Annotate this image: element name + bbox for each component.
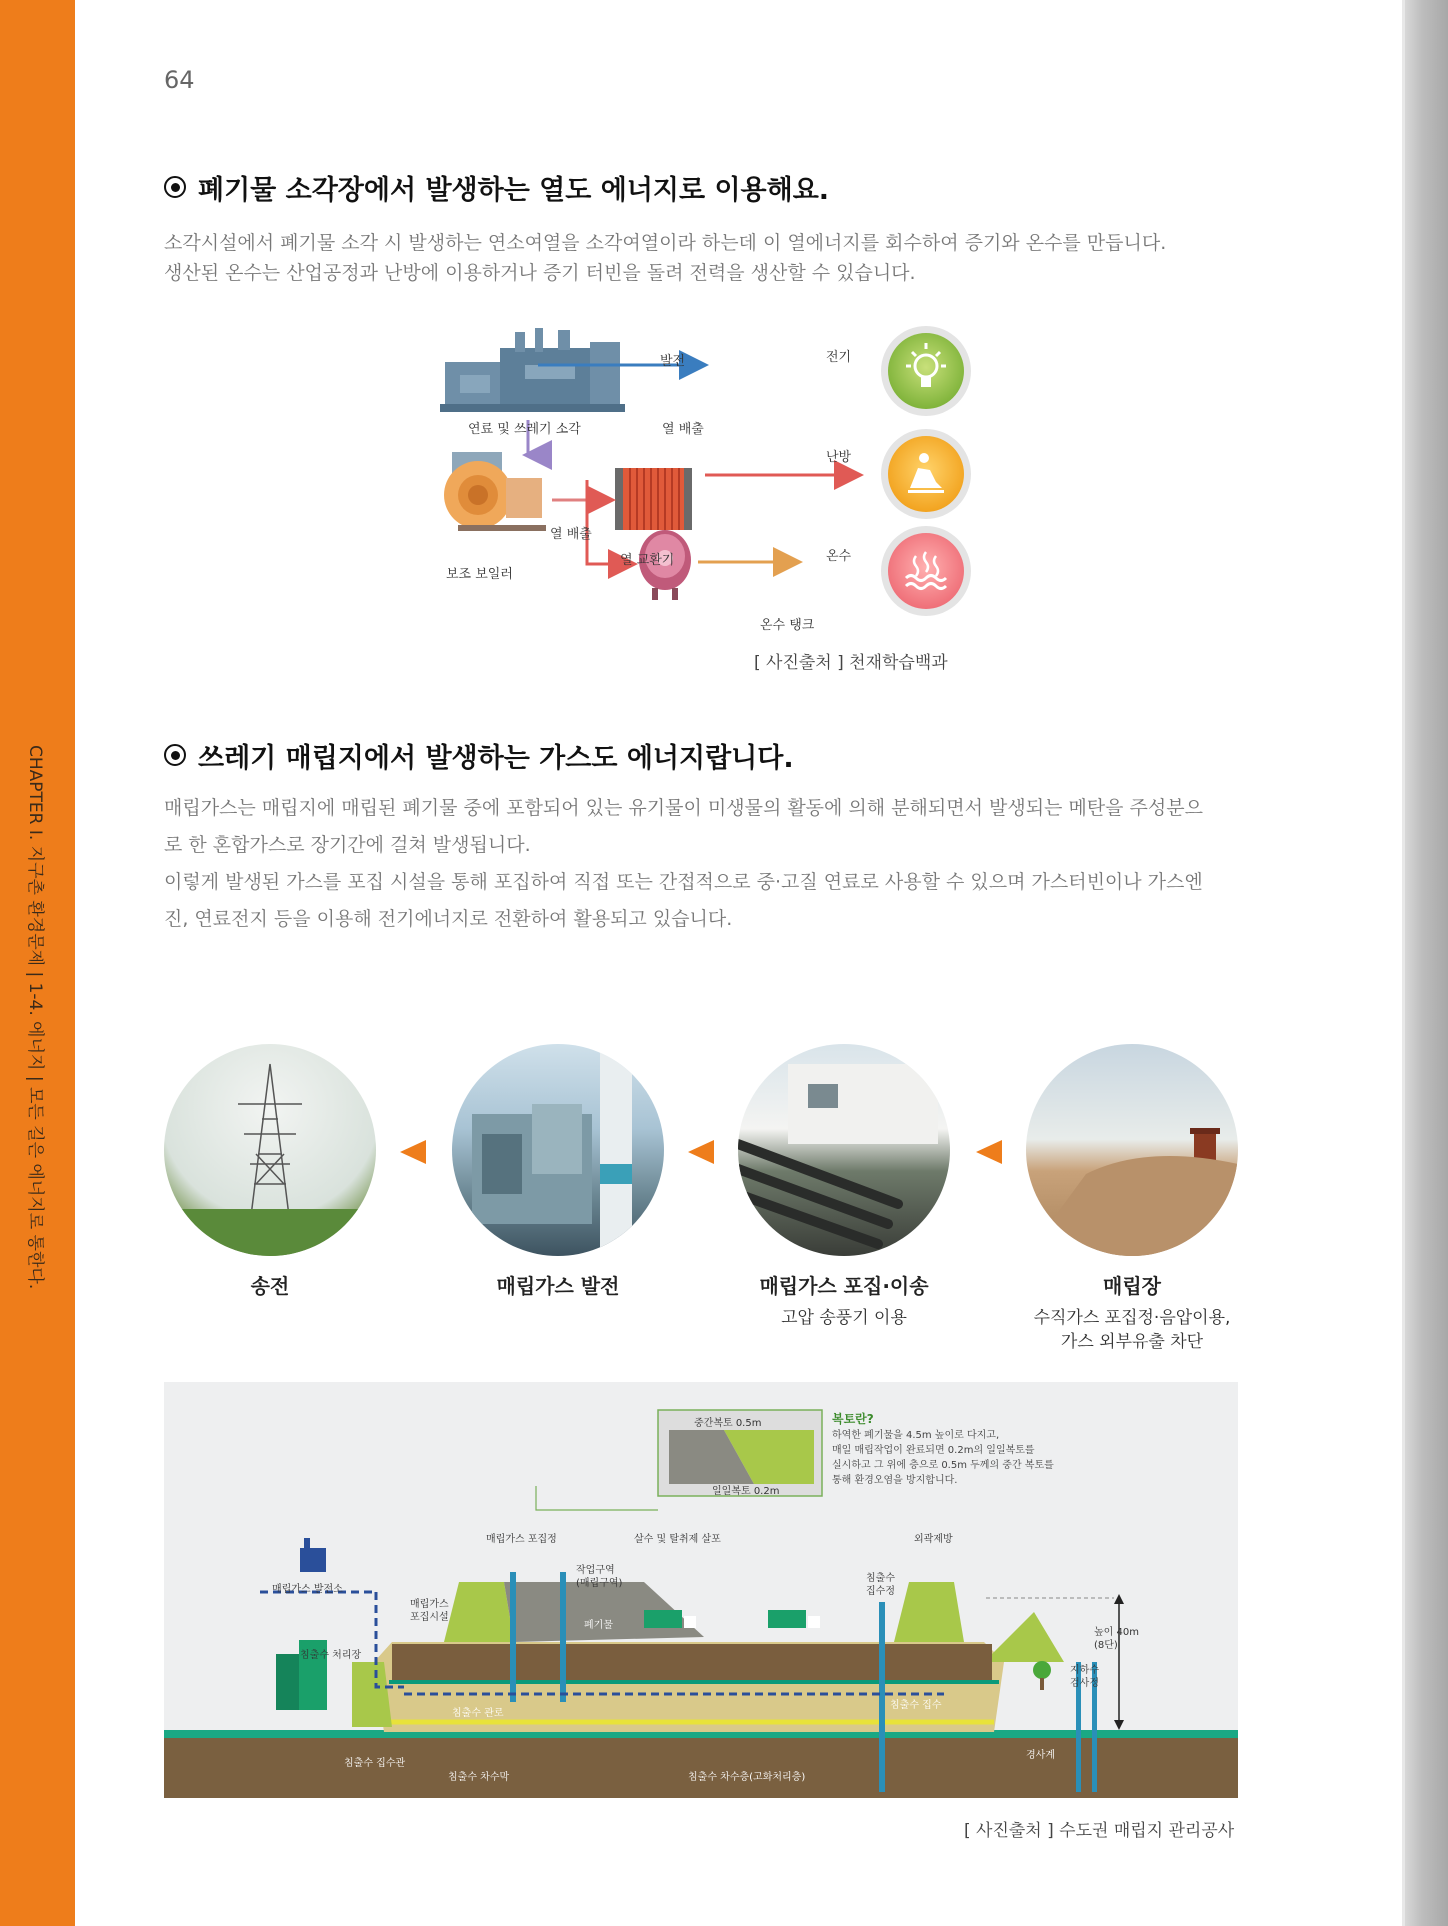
waste-label: 폐기물 [584,1620,613,1631]
outer-embankment-label: 외곽제방 [914,1534,953,1545]
landfill-icon [1026,1044,1238,1256]
heat-exchanger-tank-arrow [702,480,740,563]
gas-collection-photo [738,1044,950,1256]
heating-person-icon [881,429,971,519]
chapter-breadcrumb: CHAPTER I. 지구촌 환경문제 | 1-4. 에너지 | 모든 길은 에너지로 통한다. [25,745,45,1290]
heat-exhaust-label-1: 열 배출 [662,422,704,437]
label-line: 높이 40m [1094,1627,1139,1638]
groundwater-well-label [1070,1664,1099,1690]
arrow-left-icon [688,1140,714,1164]
heating-label: 난방 [826,450,852,465]
spray-label: 살수 및 탈취제 살포 [634,1534,721,1545]
step-title-gas-power: 매립가스 발전 [496,1274,620,1298]
gas-facility-label [410,1598,449,1624]
heat-recovery-diagram [440,320,980,640]
landfill-cross-section [164,1382,1238,1798]
cover-desc-line: 실시하고 그 위에 층으로 0.5m 두께의 중간 복토를 [832,1460,1054,1471]
leachate-well-label [866,1572,895,1598]
tower-icon [164,1044,376,1256]
cover-desc-line: 통해 환경오염을 방지합니다. [832,1475,958,1486]
leachate-barrier-label: 침출수 차수막 [448,1772,510,1783]
bullet-icon [164,176,186,198]
page-edge [1405,0,1448,1926]
power-gen-label: 발전 [660,354,686,369]
plant-icon [452,1044,664,1256]
paragraph-line: 로 한 혼합가스로 장기간에 걸쳐 발생됩니다. [164,834,531,856]
label-line: 지하수 [1070,1665,1099,1676]
work-zone-label [576,1564,622,1590]
label-line: (8단) [1094,1640,1118,1651]
hot-water-feed-arrow [702,485,740,563]
hot-water-supply-arrow [702,480,740,563]
desc-line: 가스 외부유출 차단 [1060,1332,1204,1352]
hot-water-tank-label: 온수 탱크 [760,618,815,633]
leachate-treatment-label: 침출수 처리장 [300,1650,362,1661]
tank-supply-path [710,480,780,562]
section1-heading [164,168,829,207]
label-line: 검사정 [1070,1678,1099,1689]
label-line: 포집시설 [410,1612,449,1623]
aux-boiler-label: 보조 보일러 [446,567,513,582]
step-desc-landfill [1010,1306,1254,1354]
desc-line: 수직가스 포집정·음압이용, [1033,1308,1231,1328]
landfill-photo [1026,1044,1238,1256]
section2-heading [164,736,794,775]
heat-exchanger-unit [615,468,692,530]
leachate-pipe-label: 침출수 관로 [452,1708,504,1719]
section1-source: [ 사진출처 ] 천재학습백과 [754,653,948,673]
cover-desc-line: 하역한 폐기물을 4.5m 높이로 다지고, [832,1430,1000,1441]
lightbulb-icon [881,326,971,416]
hot-water-wave-icon [881,526,971,616]
paragraph-line: 소각시설에서 폐기물 소각 시 발생하는 연소여열을 소각여열이라 하는데 이 열에너지를 회수하여 증기와 온수를 만듭니다. [164,232,1167,254]
cover-desc-line: 매일 매립작업이 완료되면 0.2m의 일일복토를 [832,1445,1035,1456]
arrow-left-icon [976,1140,1002,1164]
height-label [1094,1626,1139,1652]
gas-power-plant-photo [452,1044,664,1256]
step-title-transmission: 송전 [250,1274,290,1298]
hot-water-tank-arrow-final [702,480,730,563]
section1-paragraph [164,228,1166,288]
incinerator-machine [440,328,625,412]
red-arrow-to-tank [702,480,740,563]
leachate-layer-label: 침출수 차수층(고화처리층) [688,1772,806,1783]
inset-top-label: 중간복토 0.5m [694,1418,762,1429]
incinerator-label: 연료 및 쓰레기 소각 [468,422,581,437]
cover-desc [832,1428,1054,1488]
page-number: 64 [164,66,195,94]
leachate-main-label: 침출수 집수관 [344,1758,406,1769]
paragraph-line: 진, 연료전지 등을 이용해 전기에너지로 전환하여 활용되고 있습니다. [164,908,733,930]
inset-bottom-label: 일일복토 0.2m [712,1486,780,1497]
slope-label: 경사계 [1026,1750,1055,1761]
gas-well-label: 매립가스 포집정 [486,1534,557,1545]
hot-water-label: 온수 [826,549,852,564]
paragraph-line: 매립가스는 매립지에 매립된 폐기물 중에 포함되어 있는 유기물이 미생물의 활동에 의해 분해되면서 발생되는 메탄을 주성분으 [164,797,1203,819]
arrow-exchanger-to-tank [702,485,740,563]
cover-title: 복토란? [832,1412,874,1426]
tank-arrow [714,475,795,562]
heat-exchanger-label: 열 교환기 [620,553,675,568]
paragraph-line: 생산된 온수는 산업공정과 난방에 이용하거나 증기 터빈을 돌려 전력을 생산할 수 있습니다. [164,262,916,284]
paragraph-line: 이렇게 발생된 가스를 포집 시설을 통해 포집하여 직접 또는 간접적으로 중·고질 연료로 사용할 수 있으며 가스터빈이나 가스엔 [164,871,1203,893]
section1-title: 폐기물 소각장에서 발생하는 열도 에너지로 이용해요. [198,175,830,206]
step-title-landfill: 매립장 [1103,1274,1161,1298]
label-line: 침출수 [866,1573,895,1584]
tank-red-arrow [702,485,740,563]
section2-source: [ 사진출처 ] 수도권 매립지 관리공사 [964,1821,1235,1841]
electricity-label: 전기 [826,350,852,365]
arrow-to-tank [700,480,728,564]
bullet-icon [164,744,186,766]
step-desc-gas-collection: 고압 송풍기 이용 [781,1308,907,1328]
label-line: (매립구역) [576,1578,623,1589]
exchanger-to-tank-arrow [702,480,740,562]
label-line: 매립가스 [410,1599,449,1610]
transmission-tower-photo [164,1044,376,1256]
section2-title: 쓰레기 매립지에서 발생하는 가스도 에너지랍니다. [198,743,794,774]
arrow-left-icon [400,1140,426,1164]
label-line: 작업구역 [576,1565,615,1576]
exchanger-tank-l-arrow [708,480,730,564]
leachate-collect-label: 침출수 집수 [890,1700,942,1711]
step-title-gas-collection: 매립가스 포집·이송 [759,1274,929,1298]
to-tank-arrow-path [702,485,740,563]
heat-exhaust-label-2: 열 배출 [550,527,592,542]
gas-power-plant-label: 매립가스 발전소 [272,1584,343,1595]
label-line: 집수정 [866,1586,895,1597]
section2-paragraph [164,790,1203,938]
pipes-icon [738,1044,950,1256]
exchanger-down-right-arrow [702,485,740,563]
aux-boiler-machine [444,452,546,531]
